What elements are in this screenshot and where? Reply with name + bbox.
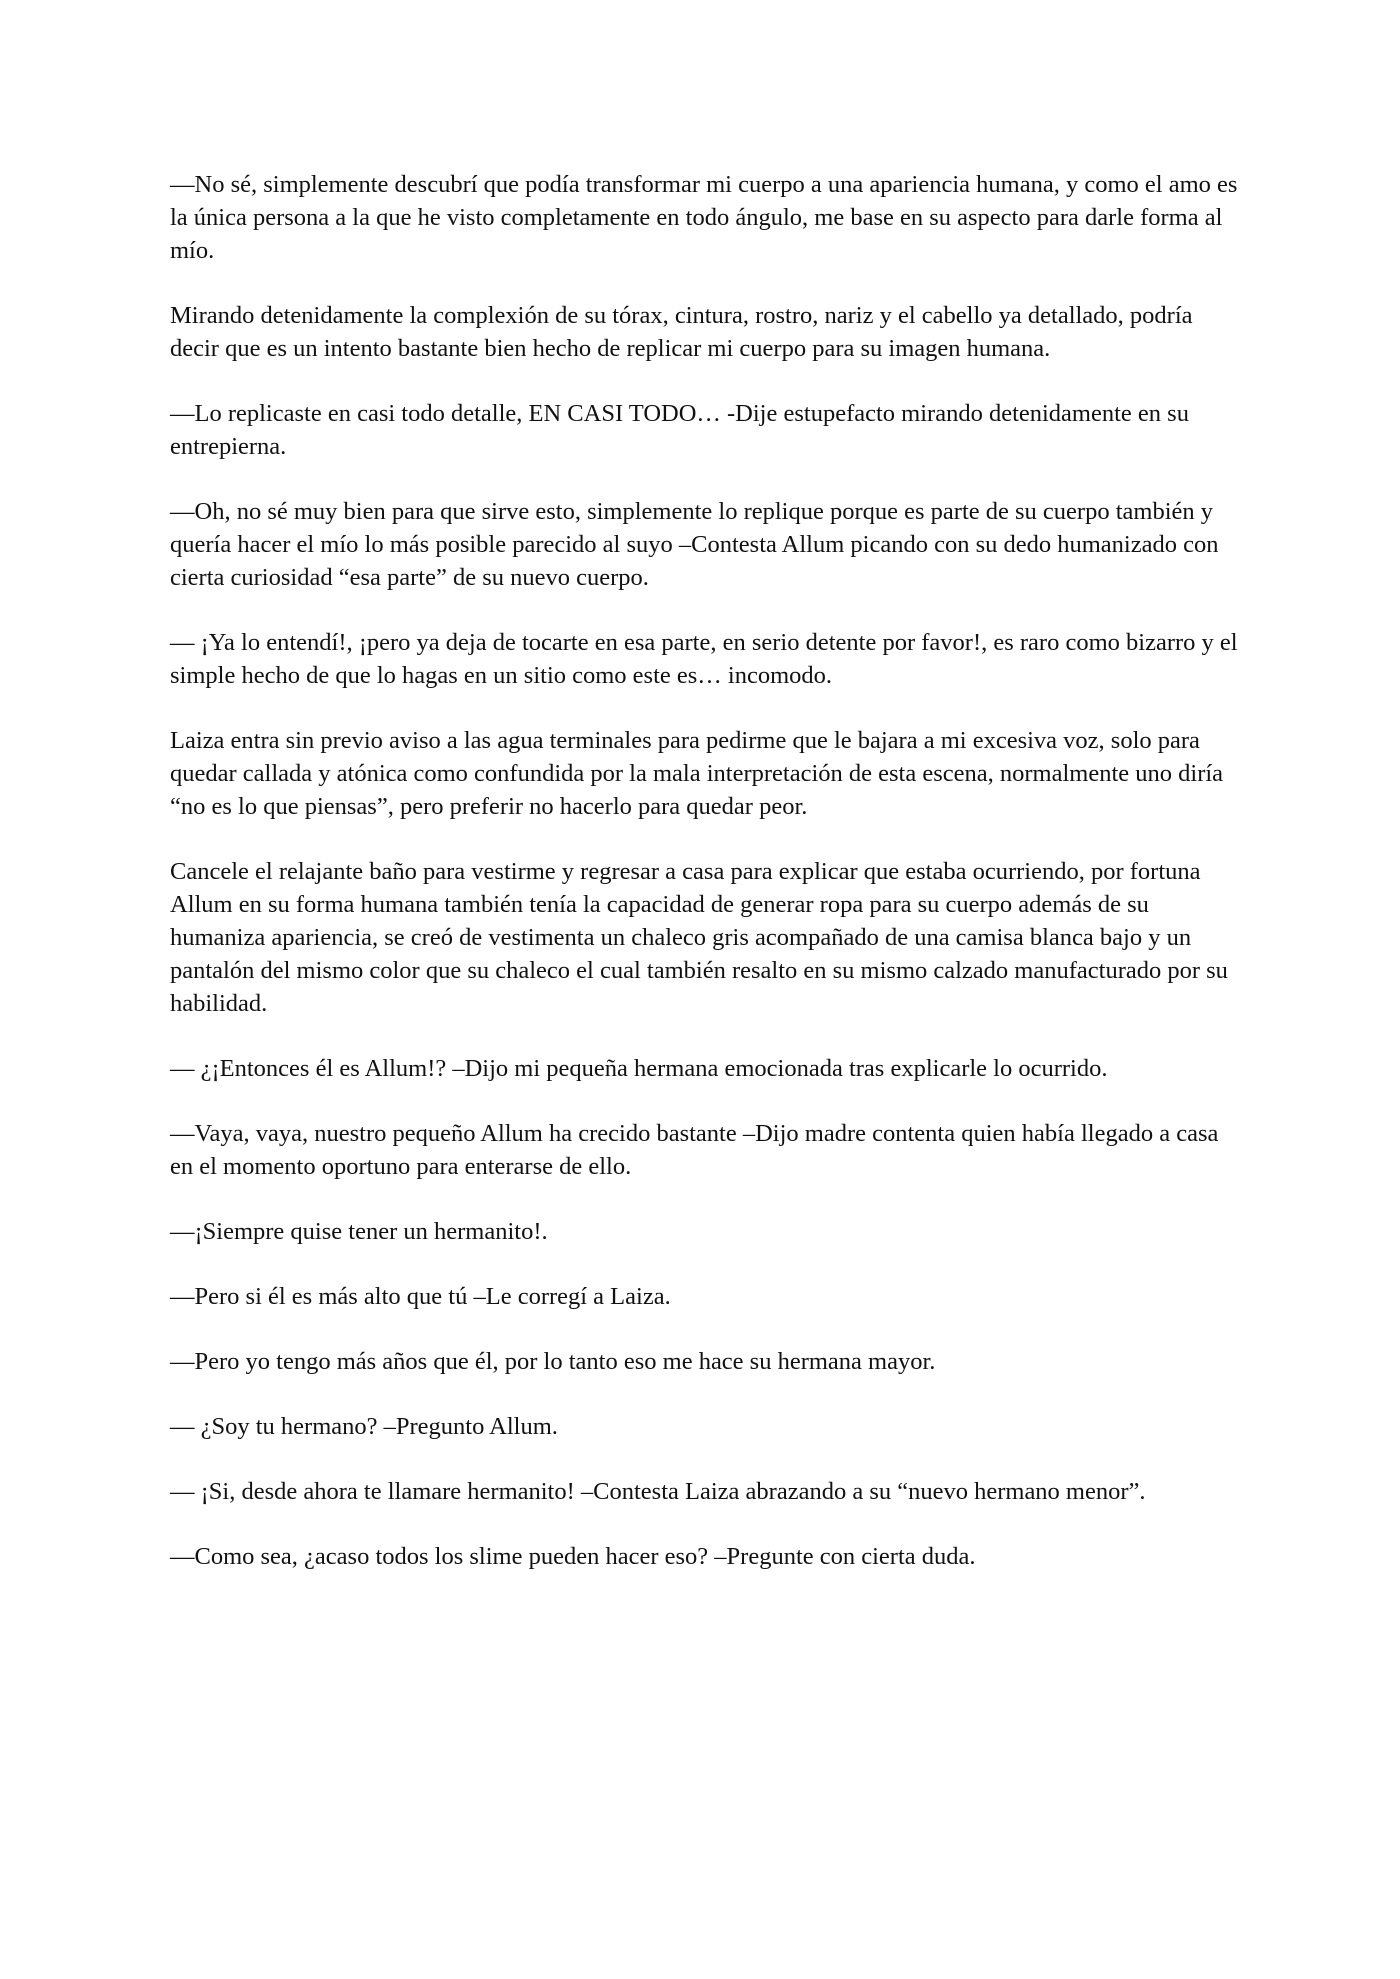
paragraph: —Pero si él es más alto que tú –Le corregí a Laiza. [170,1283,671,1310]
paragraph: —Oh, no sé muy bien para que sirve esto, simplemente lo replique porque es parte de su cuerpo también y quería hacer el mío lo más posible parecido al suyo –Contesta Allum picando con su dedo humanizado con cierta curiosidad “esa parte” de su nuevo cuerpo. [170,498,1219,591]
paragraph: — ¿¡Entonces él es Allum!? –Dijo mi pequeña hermana emocionada tras explicarle lo ocurrido. [170,1055,1108,1082]
paragraph: Cancele el relajante baño para vestirme y regresar a casa para explicar que estaba ocurriendo, por fortuna Allum en su forma humana también tenía la capacidad de generar ropa para su cuerpo además de su humaniza apariencia, se creó de vestimenta un chaleco gris acompañado de una camisa blanca bajo y un pantalón del mismo color que su chaleco el cual también resalto en su mismo calzado manufacturado por su habilidad. [170,858,1228,1017]
paragraph: —No sé, simplemente descubrí que podía transformar mi cuerpo a una apariencia humana, y como el amo es la única persona a la que he visto completamente en todo ángulo, me base en su aspecto para darle forma al mío. [170,171,1238,264]
paragraph: — ¡Si, desde ahora te llamare hermanito! –Contesta Laiza abrazando a su “nuevo hermano menor”. [170,1478,1146,1505]
paragraph: — ¡Ya lo entendí!, ¡pero ya deja de tocarte en esa parte, en serio detente por favor!, es raro como bizarro y el simple hecho de que lo hagas en un sitio como este es… incomodo. [170,629,1238,689]
paragraph: — ¿Soy tu hermano? –Pregunto Allum. [170,1413,558,1440]
paragraph: Mirando detenidamente la complexión de su tórax, cintura, rostro, nariz y el cabello ya detallado, podría decir que es un intento bastante bien hecho de replicar mi cuerpo para su imagen humana. [170,302,1193,362]
document-body [170,168,1245,1605]
paragraph: Laiza entra sin previo aviso a las agua terminales para pedirme que le bajara a mi excesiva voz, solo para quedar callada y atónica como confundida por la mala interpretación de esta escena, normalmente uno diría “no es lo que piensas”, pero preferir no hacerlo para quedar peor. [170,727,1224,820]
paragraph: —¡Siempre quise tener un hermanito!. [170,1218,548,1245]
paragraph: —Como sea, ¿acaso todos los slime pueden hacer eso? –Pregunte con cierta duda. [170,1543,976,1570]
paragraph: —Vaya, vaya, nuestro pequeño Allum ha crecido bastante –Dijo madre contenta quien había llegado a casa en el momento oportuno para enterarse de ello. [170,1120,1219,1180]
paragraph: —Lo replicaste en casi todo detalle, EN CASI TODO… -Dije estupefacto mirando detenidamente en su entrepierna. [170,400,1189,460]
paragraph: —Pero yo tengo más años que él, por lo tanto eso me hace su hermana mayor. [170,1348,936,1375]
